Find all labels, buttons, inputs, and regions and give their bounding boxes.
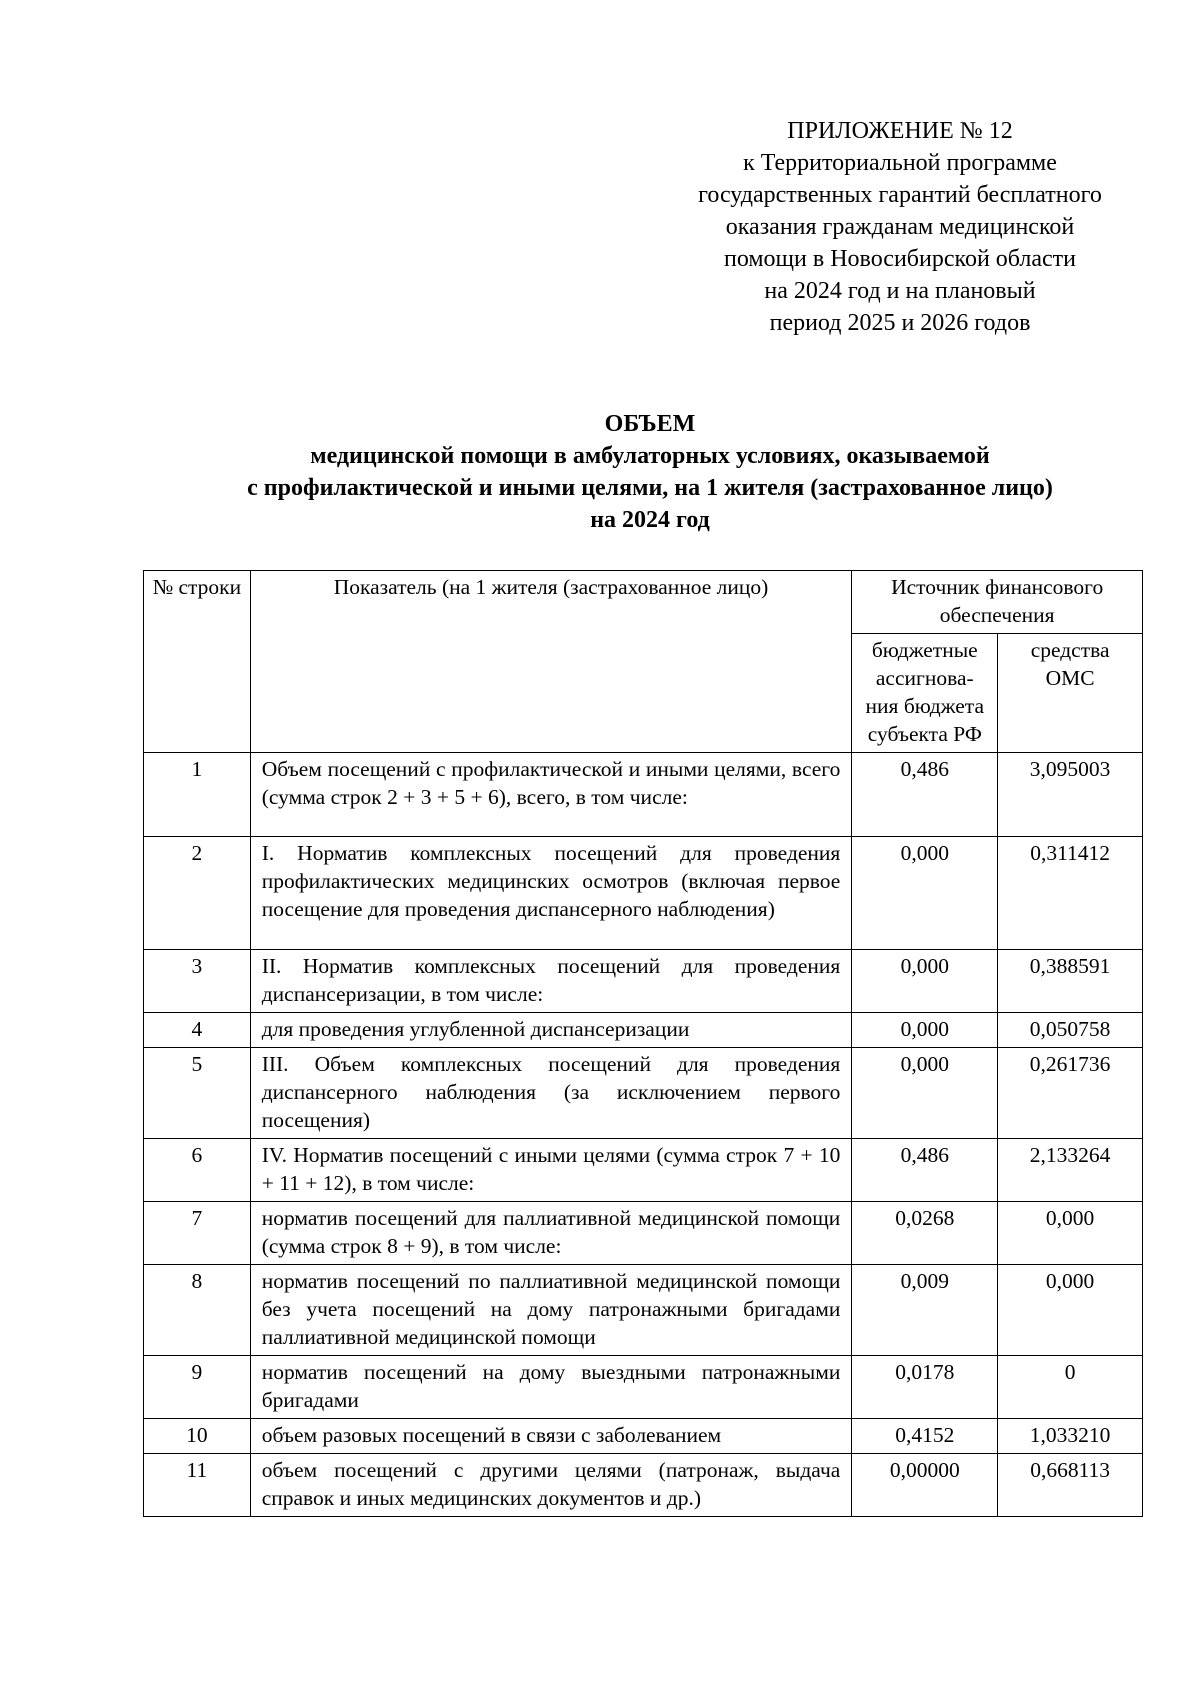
row-number: 6: [144, 1139, 251, 1202]
row-oms-value: 0,311412: [998, 837, 1143, 950]
row-oms-value: 0: [998, 1356, 1143, 1419]
table-row: [144, 1454, 1143, 1517]
appendix-line: к Территориальной программе: [743, 150, 1057, 176]
row-indicator: Объем посещений с профилактической и иными целями, всего (сумма строк 2 + 3 + 5 + 6), всего, в том числе:: [250, 753, 852, 837]
row-oms-value: 1,033210: [998, 1419, 1143, 1454]
header-row-number: № строки: [144, 571, 251, 753]
row-budget-value: 0,009: [852, 1265, 998, 1356]
header-indicator: Показатель (на 1 жителя (застрахованное лицо): [250, 571, 852, 753]
row-number: 4: [144, 1013, 251, 1048]
row-budget-value: 0,0178: [852, 1356, 998, 1419]
row-oms-value: 0,000: [998, 1265, 1143, 1356]
row-indicator: норматив посещений на дому выездными патронажными бригадами: [250, 1356, 852, 1419]
table-row: [144, 1419, 1143, 1454]
title-line: медицинской помощи в амбулаторных условиях, оказываемой: [310, 443, 990, 469]
row-number: 1: [144, 753, 251, 837]
row-indicator: для проведения углубленной диспансеризации: [250, 1013, 852, 1048]
header-oms: средства ОМС: [998, 634, 1143, 753]
appendix-line: ПРИЛОЖЕНИЕ № 12: [787, 118, 1013, 144]
header-budget: бюджетные ассигнова-ния бюджета субъекта РФ: [852, 634, 998, 753]
row-oms-value: 0,050758: [998, 1013, 1143, 1048]
volume-table: [143, 570, 1143, 1517]
row-indicator: III. Объем комплексных посещений для проведения диспансерного наблюдения (за исключением первого посещения): [250, 1048, 852, 1139]
row-oms-value: 0,000: [998, 1202, 1143, 1265]
row-budget-value: 0,0268: [852, 1202, 998, 1265]
row-number: 9: [144, 1356, 251, 1419]
table-row: [144, 950, 1143, 1013]
row-budget-value: 0,000: [852, 837, 998, 950]
row-number: 2: [144, 837, 251, 950]
title-line: на 2024 год: [590, 507, 710, 533]
row-budget-value: 0,000: [852, 1048, 998, 1139]
appendix-header: [650, 115, 1150, 339]
row-indicator: объем посещений с другими целями (патронаж, выдача справок и иных медицинских документов и др.): [250, 1454, 852, 1517]
row-indicator: I. Норматив комплексных посещений для проведения профилактических медицинских осмотров (включая первое посещение для проведения диспансерного наблюдения): [250, 837, 852, 950]
table-row: [144, 837, 1143, 950]
row-number: 3: [144, 950, 251, 1013]
document-title: [120, 408, 1180, 536]
table-row: [144, 753, 1143, 837]
row-budget-value: 0,4152: [852, 1419, 998, 1454]
appendix-line: оказания гражданам медицинской: [725, 214, 1075, 240]
row-budget-value: 0,000: [852, 1013, 998, 1048]
row-budget-value: 0,00000: [852, 1454, 998, 1517]
row-number: 7: [144, 1202, 251, 1265]
table-row: [144, 1139, 1143, 1202]
row-indicator: объем разовых посещений в связи с заболеванием: [250, 1419, 852, 1454]
row-number: 10: [144, 1419, 251, 1454]
row-indicator: норматив посещений по паллиативной медицинской помощи без учета посещений на дому патронажными бригадами паллиативной медицинской помощи: [250, 1265, 852, 1356]
appendix-line: помощи в Новосибирской области: [723, 246, 1077, 272]
row-indicator: норматив посещений для паллиативной медицинской помощи (сумма строк 8 + 9), в том числе:: [250, 1202, 852, 1265]
table-row: [144, 1202, 1143, 1265]
table-row: [144, 1356, 1143, 1419]
header-funding-source: Источник финансового обеспечения: [852, 571, 1143, 634]
row-indicator: IV. Норматив посещений с иными целями (сумма строк 7 + 10 + 11 + 12), в том числе:: [250, 1139, 852, 1202]
row-oms-value: 2,133264: [998, 1139, 1143, 1202]
table-row: [144, 1013, 1143, 1048]
row-oms-value: 0,261736: [998, 1048, 1143, 1139]
table-header-row: [144, 571, 1143, 634]
row-oms-value: 0,388591: [998, 950, 1143, 1013]
title-line: ОБЪЕМ: [604, 411, 696, 437]
row-oms-value: 0,668113: [998, 1454, 1143, 1517]
appendix-line: на 2024 год и на плановый: [764, 278, 1036, 304]
table-row: [144, 1265, 1143, 1356]
row-number: 11: [144, 1454, 251, 1517]
row-number: 8: [144, 1265, 251, 1356]
row-number: 5: [144, 1048, 251, 1139]
table-row: [144, 1048, 1143, 1139]
title-line: с профилактической и иными целями, на 1 жителя (застрахованное лицо): [247, 475, 1053, 501]
row-oms-value: 3,095003: [998, 753, 1143, 837]
row-budget-value: 0,000: [852, 950, 998, 1013]
row-budget-value: 0,486: [852, 1139, 998, 1202]
appendix-line: государственных гарантий бесплатного: [698, 182, 1102, 208]
appendix-line: период 2025 и 2026 годов: [769, 310, 1031, 336]
row-budget-value: 0,486: [852, 753, 998, 837]
row-indicator: II. Норматив комплексных посещений для проведения диспансеризации, в том числе:: [250, 950, 852, 1013]
